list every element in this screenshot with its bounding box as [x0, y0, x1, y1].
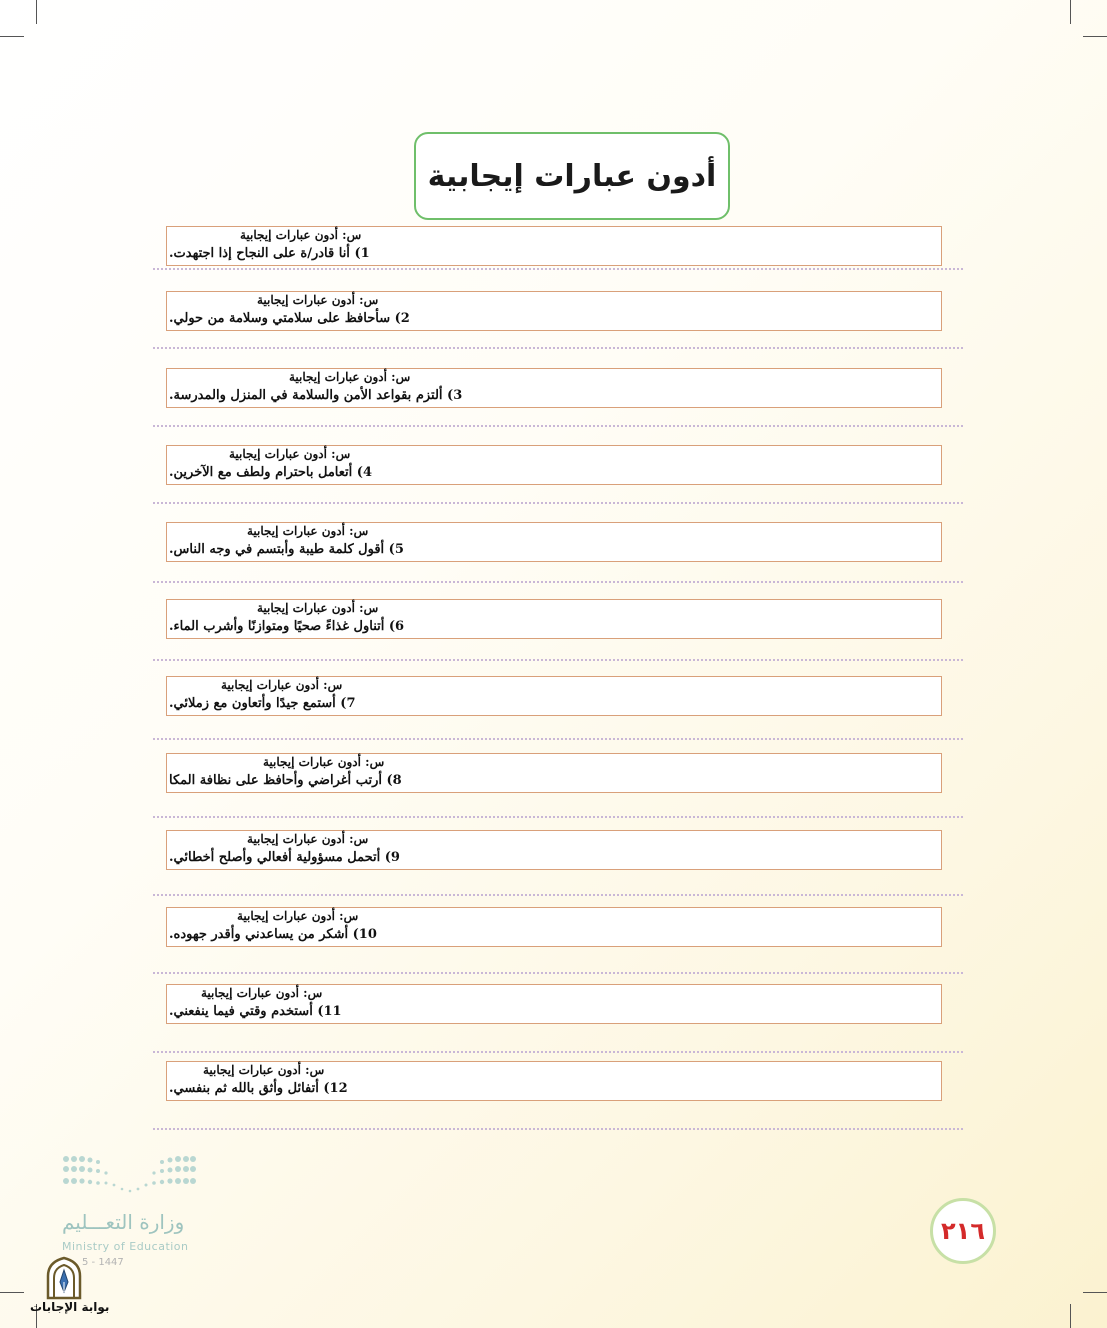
answer-text: 3) ألتزم بقواعد الأمن والسلامة في المنزل والمدرسة. — [169, 388, 463, 403]
page-title-box — [414, 132, 730, 220]
answer-text: 9) أتحمل مسؤولية أفعالي وأصلح أخطائي. — [169, 850, 400, 865]
question-text: س: أدون عبارات إيجابية — [247, 524, 369, 538]
crop-mark — [1083, 1292, 1107, 1293]
answers-portal-logo-icon — [44, 1256, 84, 1300]
qa-item-8 — [166, 753, 942, 793]
answer-dotted-line — [153, 738, 963, 740]
qa-item-9 — [166, 830, 942, 870]
question-text: س: أدون عبارات إيجابية — [237, 909, 359, 923]
page-number: ٢١٦ — [941, 1217, 985, 1245]
answer-dotted-line — [153, 972, 963, 974]
answer-dotted-line — [153, 347, 963, 349]
qa-item-7 — [166, 676, 942, 716]
answer-text: 12) أتفائل وأثق بالله ثم بنفسي. — [169, 1081, 348, 1096]
question-text: س: أدون عبارات إيجابية — [221, 678, 343, 692]
answer-dotted-line — [153, 425, 963, 427]
answer-dotted-line — [153, 659, 963, 661]
qa-item-10 — [166, 907, 942, 947]
answer-text: 7) أستمع جيدًا وأتعاون مع زملائي. — [169, 696, 356, 711]
crop-mark — [0, 1292, 24, 1293]
qa-item-1 — [166, 226, 942, 266]
answer-text: 5) أقول كلمة طيبة وأبتسم في وجه الناس. — [169, 542, 404, 557]
answer-text: 1) أنا قادر/ة على النجاح إذا اجتهدت. — [169, 246, 370, 261]
answer-text: 6) أتناول غذاءً صحيًا ومتوازنًا وأشرب الماء. — [169, 619, 405, 634]
crop-mark — [1083, 36, 1107, 37]
answer-dotted-line — [153, 1051, 963, 1053]
page-number-badge — [930, 1198, 996, 1264]
qa-item-2 — [166, 291, 942, 331]
crop-mark — [0, 36, 24, 37]
question-text: س: أدون عبارات إيجابية — [257, 601, 379, 615]
qa-item-4 — [166, 445, 942, 485]
answer-text: 10) أشكر من يساعدني وأقدر جهوده. — [169, 927, 377, 942]
ministry-name-arabic: وزارة التعـــليم — [62, 1210, 185, 1234]
qa-item-5 — [166, 522, 942, 562]
crop-mark — [1070, 1304, 1071, 1328]
answer-dotted-line — [153, 268, 963, 270]
page-title: أدون عبارات إيجابية — [427, 158, 717, 194]
answer-dotted-line — [153, 816, 963, 818]
question-text: س: أدون عبارات إيجابية — [240, 228, 362, 242]
answer-text: 4) أتعامل باحترام ولطف مع الآخرين. — [169, 465, 372, 480]
answer-dotted-line — [153, 894, 963, 896]
ministry-logo-icon — [62, 1155, 197, 1197]
answer-dotted-line — [153, 1128, 963, 1130]
answer-dotted-line — [153, 502, 963, 504]
question-text: س: أدون عبارات إيجابية — [229, 447, 351, 461]
question-text: س: أدون عبارات إيجابية — [203, 1063, 325, 1077]
qa-item-6 — [166, 599, 942, 639]
question-text: س: أدون عبارات إيجابية — [257, 293, 379, 307]
qa-item-11 — [166, 984, 942, 1024]
qa-item-12 — [166, 1061, 942, 1101]
answer-text: 2) سأحافظ على سلامتي وسلامة من حولي. — [169, 311, 410, 326]
edition-year: 5 - 1447 — [82, 1257, 124, 1268]
question-text: س: أدون عبارات إيجابية — [201, 986, 323, 1000]
ministry-name-english: Ministry of Education — [62, 1240, 189, 1253]
crop-mark — [1070, 0, 1071, 24]
qa-item-3 — [166, 368, 942, 408]
question-text: س: أدون عبارات إيجابية — [289, 370, 411, 384]
answer-dotted-line — [153, 581, 963, 583]
crop-mark — [36, 0, 37, 24]
answer-text: 11) أستخدم وقتي فيما ينفعني. — [169, 1004, 342, 1019]
question-text: س: أدون عبارات إيجابية — [247, 832, 369, 846]
answer-text: 8) أرتب أغراضي وأحافظ على نظافة المكا — [169, 773, 402, 788]
answers-portal-label: بوابة الإجابات — [30, 1300, 110, 1314]
question-text: س: أدون عبارات إيجابية — [263, 755, 385, 769]
